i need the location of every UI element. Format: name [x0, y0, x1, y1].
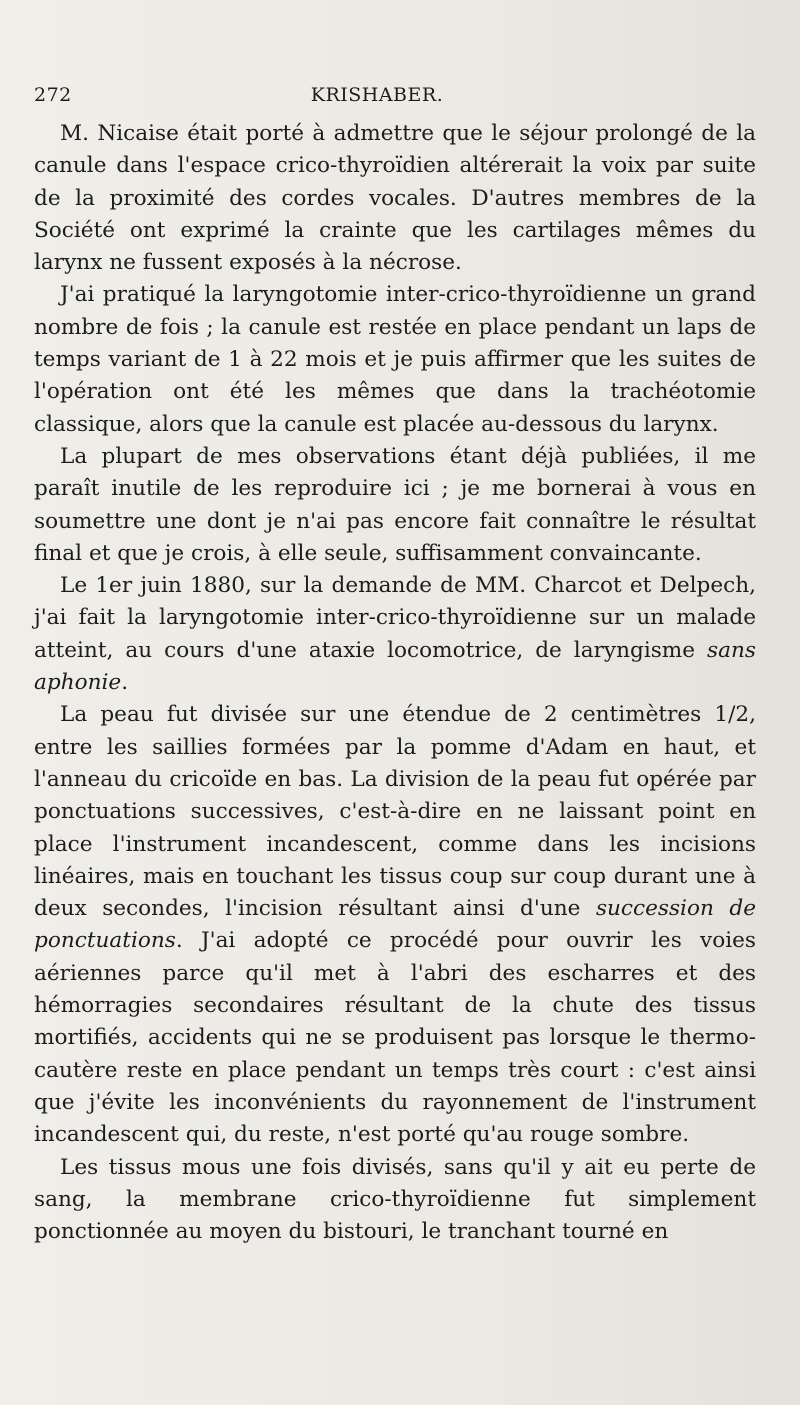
paragraph-text: La plupart de mes observations étant déjà publiées, il me paraît inutile de les reproduire ici ; je me bornerai à vous en soumettre une dont je n'ai pas encore fait connaître le résultat final et que je crois, à elle seule, suffisamment convaincante. [34, 443, 756, 566]
italic-text: sans aphonie [34, 637, 756, 696]
paragraph-p4 [34, 570, 756, 699]
running-head: KRISHABER. [310, 84, 444, 106]
italic-text: succession de ponctuations [34, 896, 756, 954]
paragraph-p5 [34, 699, 756, 1151]
page-number: 272 [34, 84, 72, 106]
paragraph-text: Le 1er juin 1880, sur la demande de MM. Charcot et Delpech, j'ai fait la laryngotomie inter-crico-thyroïdienne sur un malade atteint, au cours d'une ataxie locomotrice, de laryngisme [34, 573, 756, 663]
paragraph-text: Les tissus mous une fois divisés, sans qu'il y ait eu perte de sang, la membrane crico-thyroïdienne fut simplement ponctionnée au moyen du bistouri, le tranchant tourné en [34, 1154, 756, 1245]
page-header [34, 84, 756, 118]
paragraph-p3 [34, 441, 756, 570]
paragraph-p6 [34, 1152, 756, 1249]
body-text [34, 118, 756, 1248]
paragraph-text: La peau fut divisée sur une étendue de 2 centimètres 1/2, entre les saillies formées par la pomme d'Adam en haut, et l'anneau du cricoïde en bas. La division de la peau fut opérée par ponctuations successives, c'est-à-dire en ne laissant point en place l'instrument incandescent, comme dans les incisions linéaires, mais en touchant les tissus coup sur coup durant une à deux secondes, l'incision résultant ainsi d'une [34, 702, 756, 922]
paragraph-text: J'ai pratiqué la laryngotomie inter-crico-thyroïdienne un grand nombre de fois ; la canule est restée en place pendant un laps de temps variant de 1 à 22 mois et je puis affirmer que les suites de l'opération ont été les mêmes que dans la trachéotomie classique, alors que la canule est placée au-dessous du larynx. [34, 282, 756, 437]
paragraph-text: M. Nicaise était porté à admettre que le séjour prolongé de la canule dans l'espace crico-thyroïdien altérerait la voix par suite de la proximité des cordes vocales. D'autres membres de la Société ont exprimé la crainte que les cartilages mêmes du larynx ne fussent exposés à la nécrose. [34, 121, 756, 276]
paragraph-p1 [34, 118, 756, 279]
paragraph-p2 [34, 279, 756, 440]
paragraph-text: . J'ai adopté ce procédé pour ouvrir les voies aériennes parce qu'il met à l'abri des escharres et des hémorragies secondaires résultant de la chute des tissus mortifiés, accidents qui ne se produisent pas lorsque le thermo-cautère reste en place pendant un temps très court : c'est ainsi que j'évite les inconvénients du rayonnement de l'instrument incandescent qui, du reste, n'est porté qu'au rouge sombre. [34, 928, 756, 1148]
paragraph-text: . [121, 670, 129, 696]
